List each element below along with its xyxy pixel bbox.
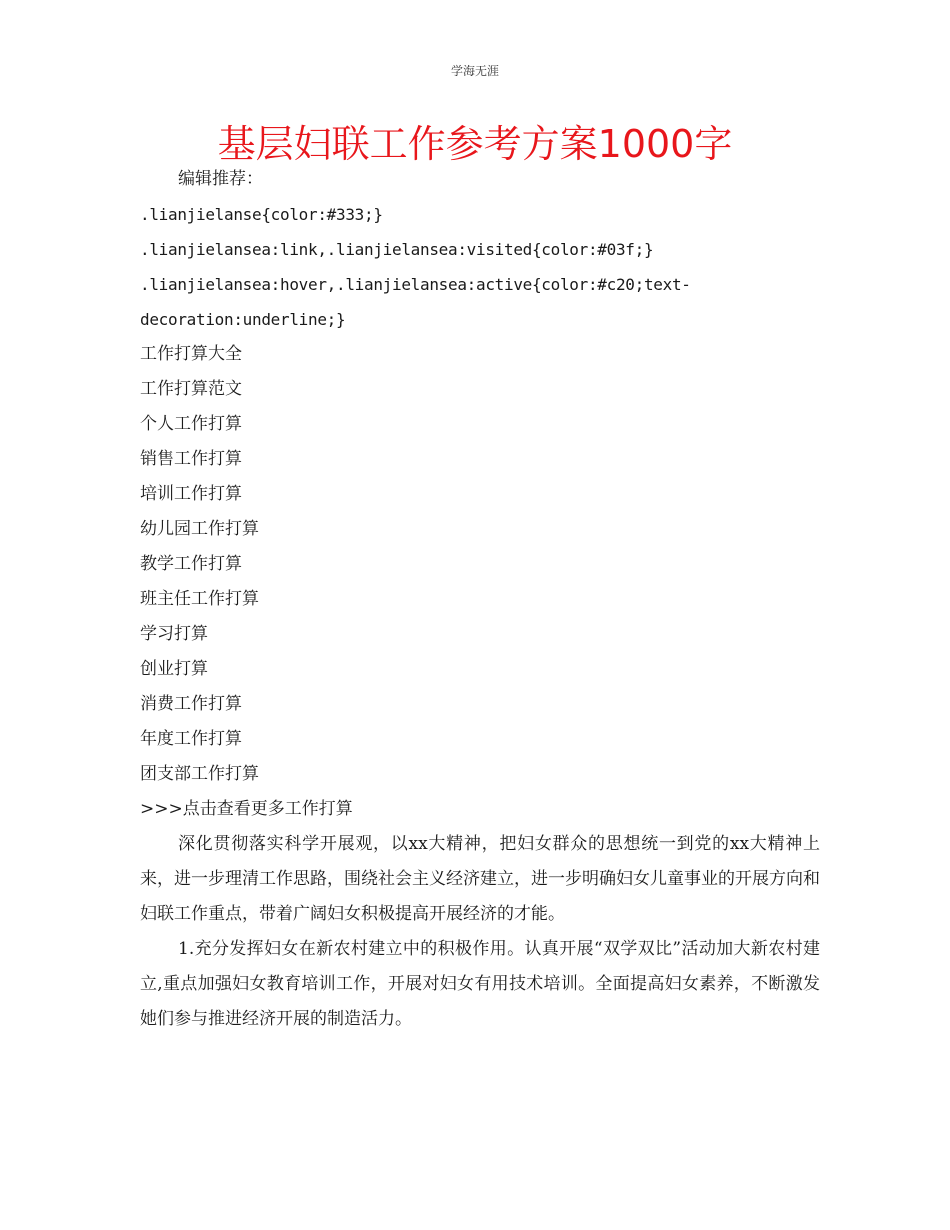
related-link[interactable]: 销售工作打算 <box>140 449 242 469</box>
related-link[interactable]: 团支部工作打算 <box>140 764 259 784</box>
body-paragraph: 深化贯彻落实科学开展观，以xx大精神，把妇女群众的思想统一到党的xx大精神上来，进一步理清工作思路，围绕社会主义经济建立，进一步明确妇女儿童事业的开展方向和妇联工作重点，带着广阔妇女积极提高开展经济的才能。 <box>140 834 820 924</box>
related-link[interactable]: 班主任工作打算 <box>140 589 259 609</box>
related-link[interactable]: 个人工作打算 <box>140 414 242 434</box>
page-header: 学海无涯 <box>450 64 499 78</box>
css-line: .lianjielansea:link,.lianjielansea:visited{color:#03f;} <box>140 240 654 259</box>
related-link[interactable]: 工作打算范文 <box>140 379 242 399</box>
related-link[interactable]: 幼儿园工作打算 <box>140 519 259 539</box>
document-body <box>140 162 820 1037</box>
css-line: decoration:underline;} <box>140 310 346 329</box>
more-link[interactable]: >>>点击查看更多工作打算 <box>140 799 353 819</box>
related-link[interactable]: 消费工作打算 <box>140 694 242 714</box>
related-link[interactable]: 培训工作打算 <box>140 484 242 504</box>
related-links-list <box>140 337 820 827</box>
related-link[interactable]: 工作打算大全 <box>140 344 242 364</box>
related-link[interactable]: 学习打算 <box>140 624 208 644</box>
editor-recommend-label: 编辑推荐： <box>178 169 263 189</box>
body-paragraph: 1.充分发挥妇女在新农村建立中的积极作用。认真开展“双学双比”活动加大新农村建立,重点加强妇女教育培训工作，开展对妇女有用技术培训。全面提高妇女素养，不断激发她们参与推进经济开展的制造活力。 <box>140 939 820 1029</box>
page-title: 基层妇联工作参考方案1000字 <box>217 122 733 166</box>
related-link[interactable]: 创业打算 <box>140 659 208 679</box>
related-link[interactable]: 教学工作打算 <box>140 554 242 574</box>
css-code-block <box>140 197 820 337</box>
css-line: .lianjielansea:hover,.lianjielansea:active{color:#c20;text- <box>140 275 691 294</box>
css-line: .lianjielanse{color:#333;} <box>140 205 383 224</box>
related-link[interactable]: 年度工作打算 <box>140 729 242 749</box>
